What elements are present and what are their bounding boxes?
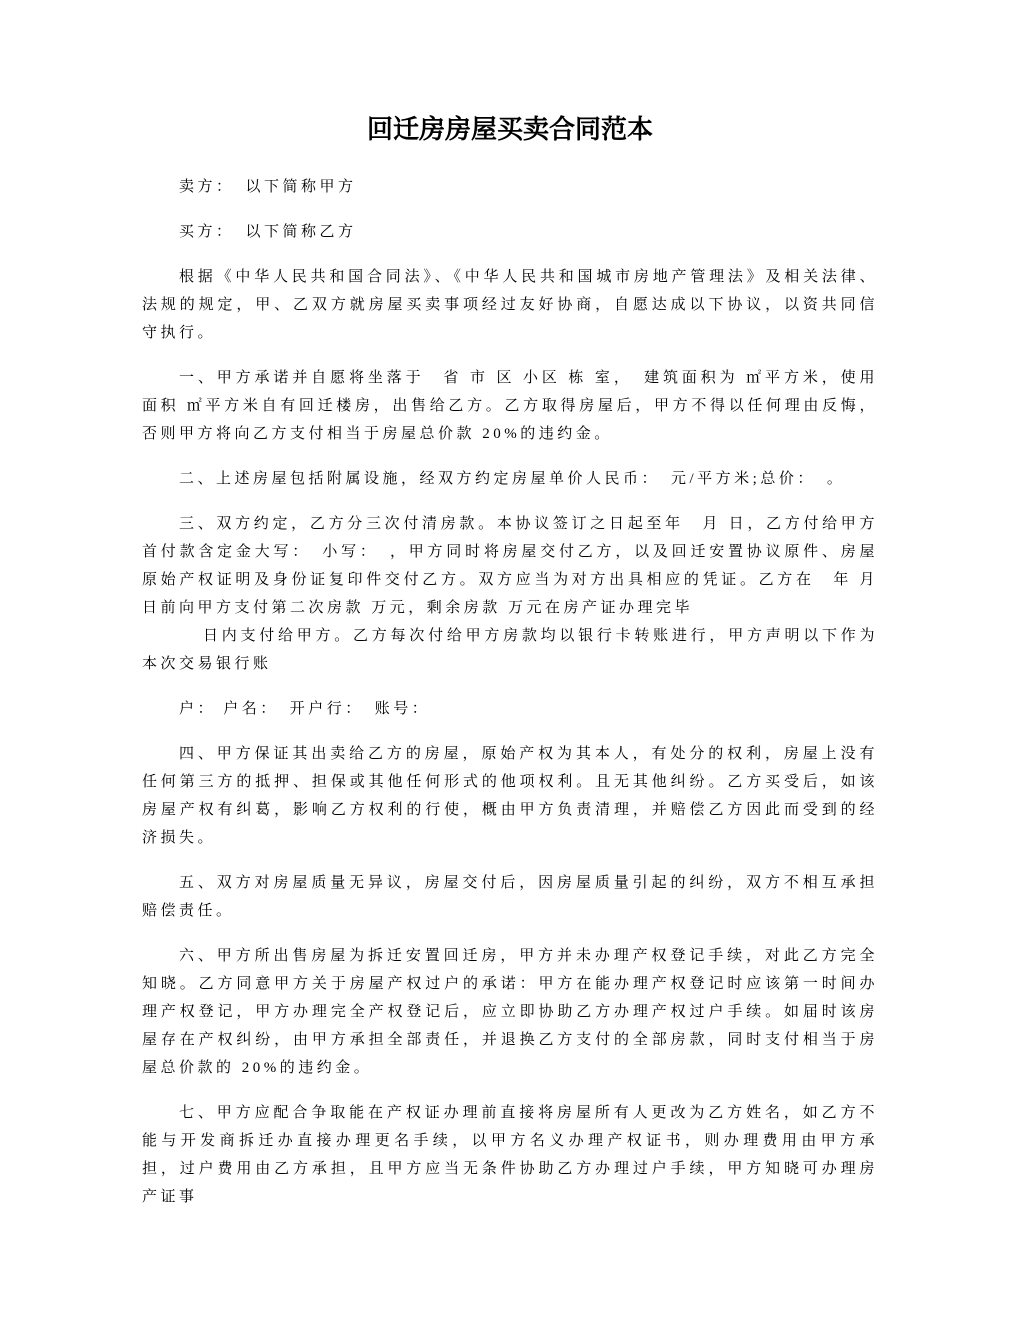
paragraph-bank-account-line: 户： 户名： 开户行： 账号： bbox=[179, 701, 431, 717]
paragraph-clause-2: 二、上述房屋包括附属设施，经双方约定房屋单价人民币： 元/平方米;总价： 。 bbox=[179, 471, 846, 487]
paragraph-clause-3-continued: 日内支付给甲方。乙方每次付给甲方房款均以银行卡转账进行，甲方声明以下作为本次交易银行账 bbox=[142, 628, 878, 672]
paragraph-clause-7: 七、甲方应配合争取能在产权证办理前直接将房屋所有人更改为乙方姓名，如乙方不能与开发商拆迁办直接办理更名手续，以甲方名义办理产权证书，则办理费用由甲方承担，过户费用由乙方承担，且甲方应当无条件协助乙方办理过户手续，甲方知晓可办理房产证事 bbox=[142, 1105, 878, 1205]
paragraph-preamble: 根据《中华人民共和国合同法》、《中华人民共和国城市房地产管理法》及相关法律、法规的规定，甲、乙双方就房屋买卖事项经过友好协商，自愿达成以下协议，以资共同信守执行。 bbox=[142, 269, 878, 341]
paragraph-clause-3: 三、双方约定，乙方分三次付清房款。本协议签订之日起至年 月 日，乙方付给甲方首付款含定金大写： 小写： ，甲方同时将房屋交付乙方，以及回迁安置协议原件、房屋原始产权证明及身份证复印件交付乙方。双方应当为对方出具相应的凭证。乙方在 年 月日前向甲方支付第二次房款 万元，剩余房款 万元在房产证办理完毕 bbox=[142, 516, 878, 616]
paragraph-clause-6: 六、甲方所出售房屋为拆迁安置回迁房，甲方并未办理产权登记手续，对此乙方完全知晓。乙方同意甲方关于房屋产权过户的承诺：甲方在能办理产权登记时应该第一时间办理产权登记，甲方办理完全产权登记后，应立即协助乙方办理产权过户手续。如届时该房屋存在产权纠纷，由甲方承担全部责任，并退换乙方支付的全部房款，同时支付相当于房屋总价款的 20%的违约金。 bbox=[142, 948, 878, 1076]
paragraph-clause-5: 五、双方对房屋质量无异议，房屋交付后，因房屋质量引起的纠纷，双方不相互承担赔偿责任。 bbox=[142, 875, 878, 919]
paragraph-seller-line: 卖方： 以下简称甲方 bbox=[179, 179, 357, 195]
paragraph-clause-4: 四、甲方保证其出卖给乙方的房屋，原始产权为其本人，有处分的权利，房屋上没有任何第三方的抵押、担保或其他任何形式的他项权利。且无其他纠纷。乙方买受后，如该房屋产权有纠葛，影响乙方权利的行使，概由甲方负责清理，并赔偿乙方因此而受到的经济损失。 bbox=[142, 746, 878, 846]
document-content bbox=[142, 113, 878, 1228]
paragraph-clause-1: 一、甲方承诺并自愿将坐落于 省 市 区 小区 栋 室， 建筑面积为 ㎡平方米，使用面积 ㎡平方米自有回迁楼房，出售给乙方。乙方取得房屋后，甲方不得以任何理由反悔，否则甲方将向乙方支付相当于房屋总价款 20%的违约金。 bbox=[142, 370, 878, 442]
paragraph-buyer-line: 买方： 以下简称乙方 bbox=[179, 224, 357, 240]
document-title: 回迁房房屋买卖合同范本 bbox=[366, 115, 653, 144]
